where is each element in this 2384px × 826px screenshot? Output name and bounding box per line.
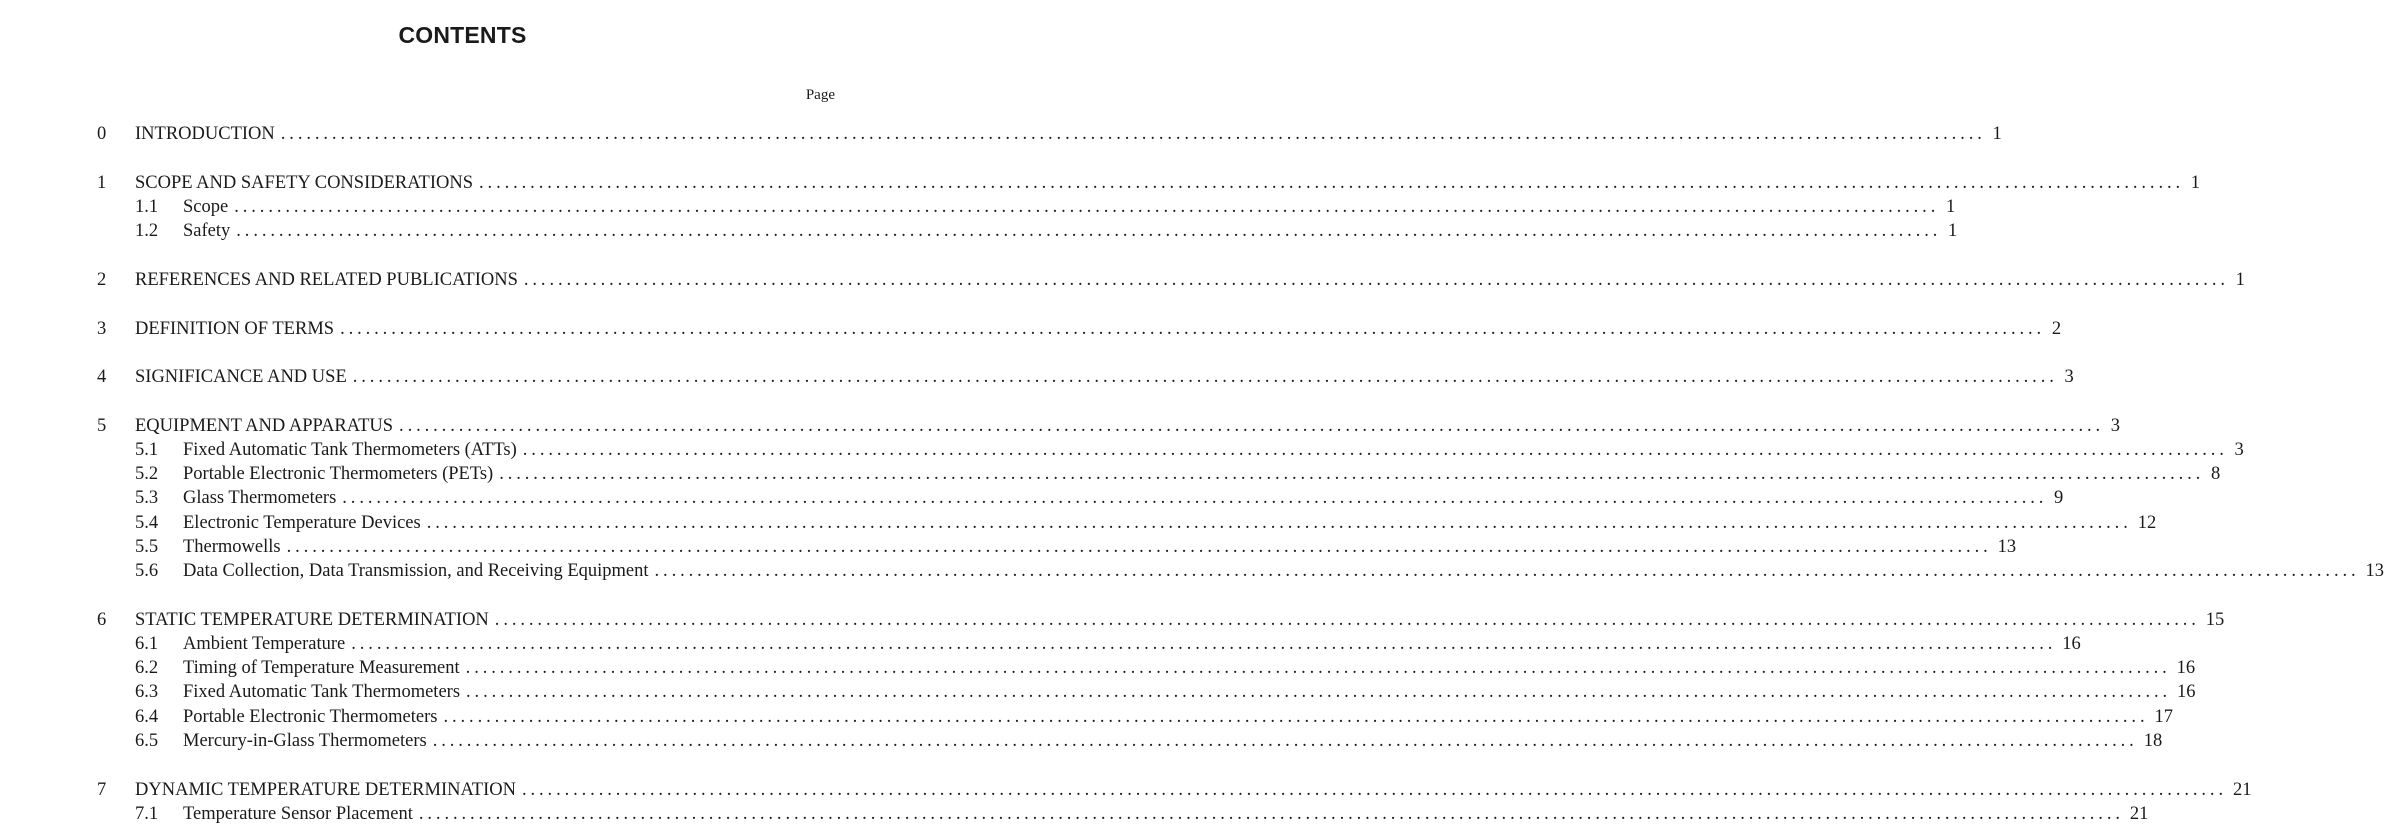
toc-entry-label: Fixed Automatic Tank Thermometers (ATTs) bbox=[183, 440, 517, 460]
toc-entry[interactable] bbox=[97, 414, 2121, 438]
dot-leader: ........................................................................................................................................................................................................ bbox=[499, 464, 2205, 484]
toc-entry-number: 1.2 bbox=[135, 221, 159, 241]
toc-entry[interactable] bbox=[135, 195, 1956, 219]
toc-entry-page-number: 16 bbox=[2177, 682, 2196, 702]
toc-entry[interactable] bbox=[135, 486, 2064, 510]
document-title: CONTENTS bbox=[398, 22, 527, 48]
toc-entry[interactable] bbox=[135, 729, 2163, 753]
dot-leader: ........................................................................................................................................................................................................ bbox=[234, 197, 1940, 217]
toc-entry-number: 1 bbox=[97, 173, 107, 193]
toc-entry-page-number: 8 bbox=[2210, 464, 2221, 484]
toc-entry-page-number: 18 bbox=[2143, 731, 2163, 751]
toc-entry-page-number: 1 bbox=[1992, 124, 2002, 144]
dot-leader: ........................................................................................................................................................................................................ bbox=[342, 488, 2048, 508]
toc-entry-page-number: 13 bbox=[1997, 537, 2017, 557]
dot-leader: ........................................................................................................................................................................................................ bbox=[479, 173, 2185, 193]
toc-entry-number: 6.5 bbox=[135, 731, 159, 751]
toc-entry[interactable] bbox=[135, 438, 2244, 462]
toc-entry-number: 6.2 bbox=[135, 658, 159, 678]
dot-leader: ........................................................................................................................................................................................................ bbox=[352, 367, 2058, 387]
dot-leader: ........................................................................................................................................................................................................ bbox=[432, 731, 2138, 751]
toc-entry-number: 0 bbox=[97, 124, 107, 144]
toc-entry-label: EQUIPMENT AND APPARATUS bbox=[135, 416, 394, 436]
toc-entry[interactable] bbox=[97, 122, 2002, 146]
toc-entry-number: 7 bbox=[97, 780, 107, 800]
toc-entry-number: 6.4 bbox=[135, 707, 159, 727]
toc-entry-number: 4 bbox=[97, 367, 107, 387]
toc-entry[interactable] bbox=[97, 608, 2225, 632]
dot-leader: ........................................................................................................................................................................................................ bbox=[466, 682, 2172, 702]
toc-entry-label: DYNAMIC TEMPERATURE DETERMINATION bbox=[135, 780, 516, 800]
toc-entry-number: 6.3 bbox=[135, 682, 159, 702]
toc-entry-number: 1.1 bbox=[135, 197, 159, 217]
toc-entry-label: INTRODUCTION bbox=[135, 124, 275, 144]
dot-leader: ........................................................................................................................................................................................................ bbox=[523, 270, 2229, 290]
toc-entry-number: 5.1 bbox=[135, 440, 159, 460]
dot-leader: ........................................................................................................................................................................................................ bbox=[443, 707, 2149, 727]
dot-leader: ........................................................................................................................................................................................................ bbox=[521, 780, 2227, 800]
toc-entry-label: Portable Electronic Thermometers bbox=[183, 707, 438, 727]
toc-entry-number: 5.3 bbox=[135, 488, 159, 508]
toc-entry-number: 3 bbox=[97, 319, 107, 339]
toc-entry-page-number: 1 bbox=[2190, 173, 2201, 193]
toc-entry[interactable] bbox=[135, 219, 1958, 243]
toc-entry-label: Ambient Temperature bbox=[183, 634, 346, 654]
toc-entry[interactable] bbox=[135, 632, 2081, 656]
dot-leader: ........................................................................................................................................................................................................ bbox=[340, 319, 2046, 339]
toc-entry-page-number: 9 bbox=[2054, 488, 2064, 508]
toc-entry-number: 7.1 bbox=[135, 804, 159, 824]
toc-entry-label: Fixed Automatic Tank Thermometers bbox=[183, 682, 461, 702]
toc-entry-page-number: 15 bbox=[2205, 610, 2225, 630]
dot-leader: ........................................................................................................................................................................................................ bbox=[418, 804, 2124, 824]
toc-entry[interactable] bbox=[135, 559, 2384, 583]
toc-entry[interactable] bbox=[135, 535, 2017, 559]
toc-entry[interactable] bbox=[135, 705, 2173, 729]
toc-entry-label: REFERENCES AND RELATED PUBLICATIONS bbox=[135, 270, 518, 290]
toc-entry-label: Portable Electronic Thermometers (PETs) bbox=[183, 464, 494, 484]
toc-entry-page-number: 13 bbox=[2365, 561, 2384, 581]
toc-entry-label: Safety bbox=[183, 221, 231, 241]
toc-entry-page-number: 21 bbox=[2232, 780, 2252, 800]
toc-entry-page-number: 16 bbox=[2176, 658, 2196, 678]
toc-entry-page-number: 17 bbox=[2154, 707, 2173, 727]
dot-leader: ........................................................................................................................................................................................................ bbox=[426, 513, 2132, 533]
toc-entry-number: 5.2 bbox=[135, 464, 159, 484]
dot-leader: ........................................................................................................................................................................................................ bbox=[351, 634, 2057, 654]
dot-leader: ........................................................................................................................................................................................................ bbox=[465, 658, 2171, 678]
toc-entry[interactable] bbox=[135, 680, 2196, 704]
toc-entry-label: Timing of Temperature Measurement bbox=[183, 658, 460, 678]
toc-entry[interactable] bbox=[135, 462, 2221, 486]
toc-entry-number: 5.6 bbox=[135, 561, 159, 581]
dot-leader: ........................................................................................................................................................................................................ bbox=[654, 561, 2360, 581]
toc-entry-label: STATIC TEMPERATURE DETERMINATION bbox=[135, 610, 489, 630]
toc-entry[interactable] bbox=[135, 802, 2149, 826]
toc-entry-number: 6 bbox=[97, 610, 107, 630]
toc-entry-label: SCOPE AND SAFETY CONSIDERATIONS bbox=[135, 173, 474, 193]
toc-entry[interactable] bbox=[97, 268, 2245, 292]
toc-entry-page-number: 1 bbox=[1945, 197, 1956, 217]
toc-entry-page-number: 2 bbox=[2051, 319, 2062, 339]
page-column-header: Page bbox=[805, 87, 835, 103]
toc-entry-label: Glass Thermometers bbox=[183, 488, 337, 508]
toc-entry[interactable] bbox=[97, 171, 2201, 195]
toc-entry-label: Scope bbox=[183, 197, 229, 217]
dot-leader: ........................................................................................................................................................................................................ bbox=[522, 440, 2228, 460]
toc-entry-label: Thermowells bbox=[183, 537, 281, 557]
toc-entry-number: 5.4 bbox=[135, 513, 159, 533]
toc-entry-page-number: 21 bbox=[2129, 804, 2149, 824]
dot-leader: ........................................................................................................................................................................................................ bbox=[280, 124, 1986, 144]
toc-entry-number: 6.1 bbox=[135, 634, 159, 654]
dot-leader: ........................................................................................................................................................................................................ bbox=[236, 221, 1942, 241]
toc-entry-label: Temperature Sensor Placement bbox=[183, 804, 413, 824]
toc-entry-label: Electronic Temperature Devices bbox=[183, 513, 421, 533]
toc-entry[interactable] bbox=[135, 511, 2157, 535]
toc-entry[interactable] bbox=[97, 317, 2062, 341]
toc-entry-page-number: 16 bbox=[2062, 634, 2081, 654]
dot-leader: ........................................................................................................................................................................................................ bbox=[399, 416, 2105, 436]
dot-leader: ........................................................................................................................................................................................................ bbox=[286, 537, 1992, 557]
toc-entry-page-number: 3 bbox=[2064, 367, 2074, 387]
toc-entry-page-number: 3 bbox=[2234, 440, 2244, 460]
toc-entry-label: DEFINITION OF TERMS bbox=[135, 319, 335, 339]
toc-entry-number: 5.5 bbox=[135, 537, 159, 557]
toc-entry-label: Data Collection, Data Transmission, and Receiving Equipment bbox=[183, 561, 649, 581]
toc-entry-number: 5 bbox=[97, 416, 107, 436]
toc-entry-page-number: 1 bbox=[2235, 270, 2245, 290]
toc-entry-page-number: 3 bbox=[2110, 416, 2121, 436]
dot-leader: ........................................................................................................................................................................................................ bbox=[494, 610, 2200, 630]
toc-entry-number: 2 bbox=[97, 270, 107, 290]
toc-entry-page-number: 1 bbox=[1948, 221, 1958, 241]
toc-entry-page-number: 12 bbox=[2137, 513, 2157, 533]
toc-entry-label: SIGNIFICANCE AND USE bbox=[135, 367, 347, 387]
toc-entry[interactable] bbox=[97, 778, 2252, 802]
toc-entry-label: Mercury-in-Glass Thermometers bbox=[183, 731, 427, 751]
toc-entry[interactable] bbox=[97, 365, 2074, 389]
toc-entry[interactable] bbox=[135, 656, 2196, 680]
